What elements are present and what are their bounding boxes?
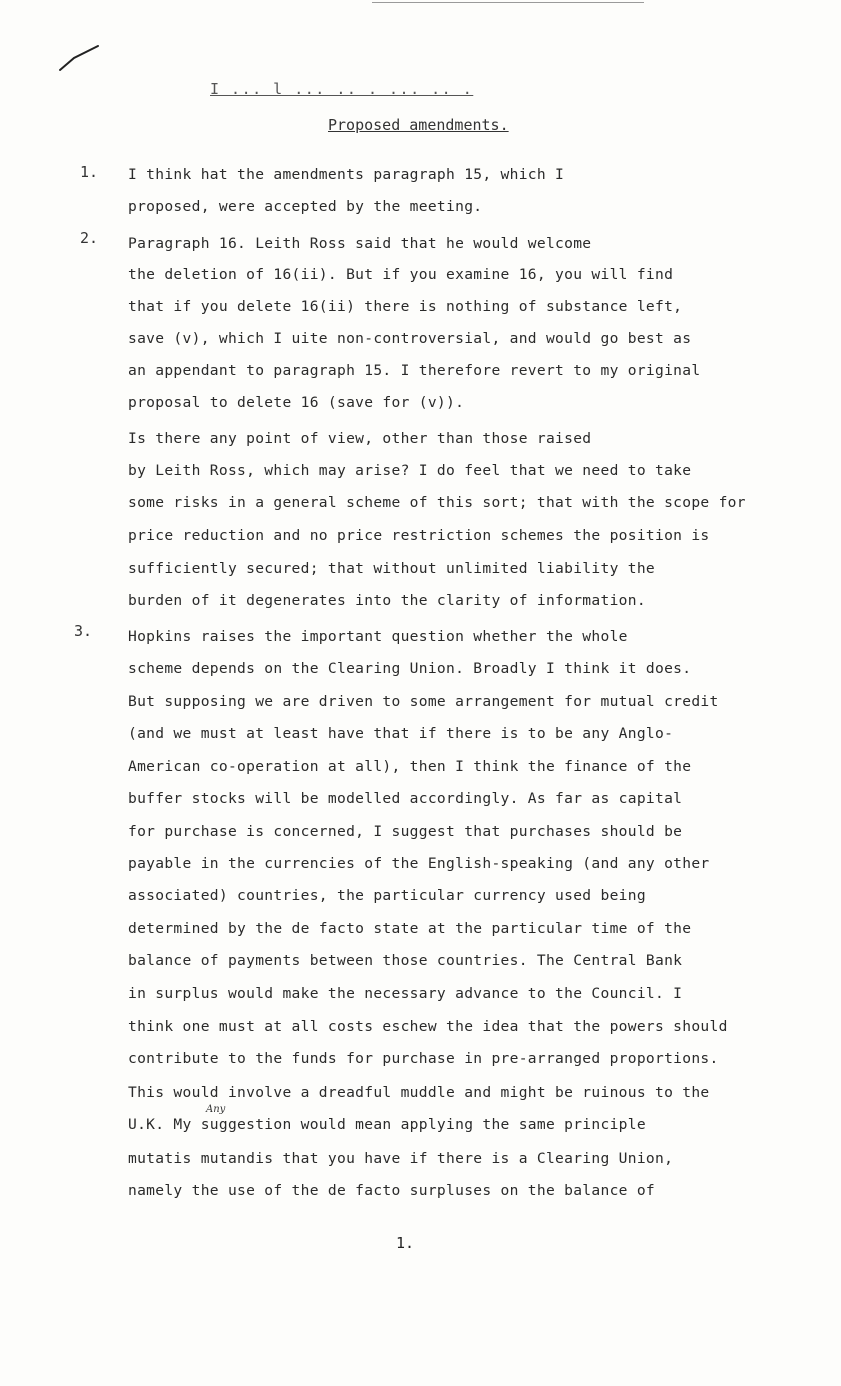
text-line: associated) countries, the particular currency used being [128, 887, 646, 904]
text-line: an appendant to paragraph 15. I therefore revert to my original [128, 362, 701, 379]
text-line: save (v), which I uite non-controversial, and would go best as [128, 330, 692, 347]
text-line: think one must at all costs eschew the idea that the powers should [128, 1018, 728, 1035]
text-line: the deletion of 16(ii). But if you examine 16, you will find [128, 266, 674, 283]
text-line: proposed, were accepted by the meeting. [128, 198, 483, 215]
top-rule [372, 2, 644, 3]
paragraph-number: 2. [80, 229, 99, 247]
text-line: by Leith Ross, which may arise? I do feel that we need to take [128, 462, 692, 479]
page-number: 1. [396, 1234, 415, 1252]
text-line: for purchase is concerned, I suggest that purchases should be [128, 823, 683, 840]
text-line: burden of it degenerates into the clarity of information. [128, 592, 646, 609]
text-line: that if you delete 16(ii) there is nothing of substance left, [128, 298, 683, 315]
paragraph-number: 1. [80, 163, 99, 181]
text-line: mutatis mutandis that you have if there is a Clearing Union, [128, 1150, 674, 1167]
paragraph-number: 3. [74, 622, 93, 640]
text-line: I think hat the amendments paragraph 15, which I [128, 166, 565, 183]
text-line: sufficiently secured; that without unlimited liability the [128, 560, 655, 577]
text-line: determined by the de facto state at the particular time of the [128, 920, 692, 937]
handwritten-insertion: Any [206, 1104, 226, 1115]
text-line: Hopkins raises the important question whether the whole [128, 628, 628, 645]
text-line: namely the use of the de facto surpluses on the balance of [128, 1182, 655, 1199]
text-line: some risks in a general scheme of this sort; that with the scope for [128, 494, 746, 511]
text-line: This would involve a dreadful muddle and might be ruinous to the [128, 1084, 710, 1101]
pencil-tick-mark [56, 44, 102, 74]
text-line: in surplus would make the necessary advance to the Council. I [128, 985, 683, 1002]
document-subtitle: Proposed amendments. [328, 116, 509, 134]
text-line: Is there any point of view, other than those raised [128, 430, 592, 447]
text-line: (and we must at least have that if there is to be any Anglo- [128, 725, 674, 742]
text-line: price reduction and no price restriction schemes the position is [128, 527, 710, 544]
text-line: American co-operation at all), then I think the finance of the [128, 758, 692, 775]
document-title: I ... l ... .. . ... .. . [210, 80, 474, 98]
text-line: scheme depends on the Clearing Union. Broadly I think it does. [128, 660, 692, 677]
text-line: buffer stocks will be modelled accordingly. As far as capital [128, 790, 683, 807]
text-line: Paragraph 16. Leith Ross said that he would welcome [128, 235, 592, 252]
text-line: contribute to the funds for purchase in pre-arranged proportions. [128, 1050, 719, 1067]
text-line: proposal to delete 16 (save for (v)). [128, 394, 465, 411]
text-line: balance of payments between those countries. The Central Bank [128, 952, 683, 969]
text-line: But supposing we are driven to some arrangement for mutual credit [128, 693, 719, 710]
text-line: U.K. My suggestion would mean applying the same principle [128, 1116, 646, 1133]
text-line: payable in the currencies of the English-speaking (and any other [128, 855, 710, 872]
